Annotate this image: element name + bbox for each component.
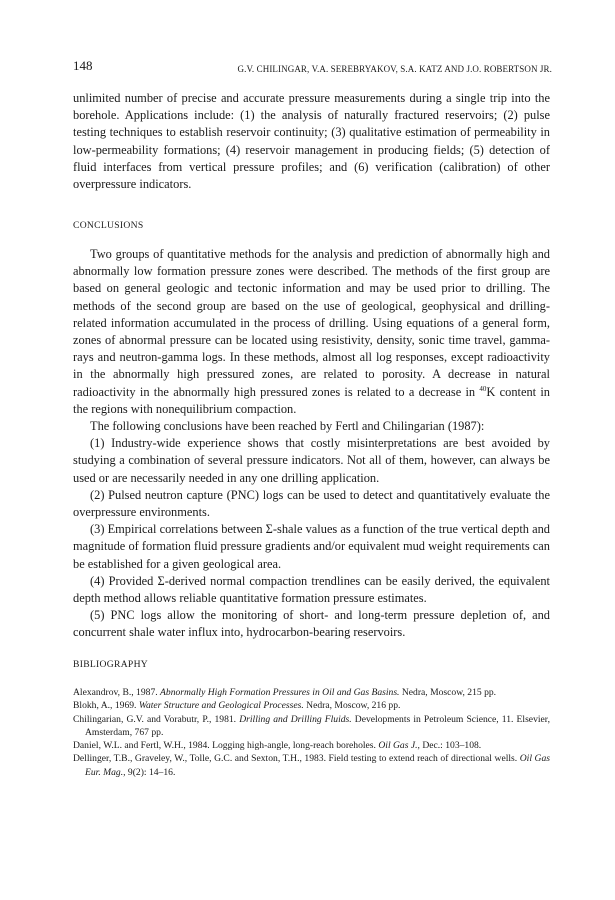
bibliography-heading: BIBLIOGRAPHY	[73, 659, 149, 670]
ref-authors: Daniel, W.L. and Fertl, W.H., 1984. Logging high-angle, long-reach boreholes.	[73, 740, 379, 752]
ref-title: Oil Gas Eur. Mag.,	[85, 753, 550, 778]
isotope-superscript: 40	[479, 384, 487, 393]
conclusions-paragraph: (3) Empirical correlations between Σ-shale values as a function of the true vertical depth and magnitude of formation fluid pressure gradients and/or equivalent mud weight requirements can be established for a given geological area.	[73, 522, 550, 571]
ref-authors: Chilingarian, G.V. and Vorabutr, P., 1981.	[73, 713, 240, 725]
conclusions-heading: CONCLUSIONS	[73, 220, 144, 231]
bibliography-entry	[73, 739, 550, 752]
ref-authors: Dellinger, T.B., Graveley, W., Tolle, G.C. and Sexton, T.H., 1983. Field testing to extend reach of directional wells.	[73, 753, 520, 765]
ref-details: Developments in Petroleum Science, 11. Elsevier, Amsterdam, 767 pp.	[85, 713, 550, 738]
ref-title: Drilling and Drilling Fluids.	[239, 713, 352, 725]
bibliography-list	[73, 686, 550, 779]
bibliography-entry	[73, 686, 550, 699]
paragraph-text: K content in the regions with nonequilibrium compaction.	[73, 384, 550, 416]
ref-title: Oil Gas J.,	[378, 740, 420, 752]
conclusions-paragraph: The following conclusions have been reached by Fertl and Chilingarian (1987):	[90, 419, 485, 434]
conclusions-paragraph: (2) Pulsed neutron capture (PNC) logs can be used to detect and quantitatively evaluate the overpressure environments.	[73, 487, 550, 520]
conclusions-paragraph: (5) PNC logs allow the monitoring of short- and long-term pressure depletion of, and concurrent shale water influx into, hydrocarbon-bearing reservoirs.	[73, 608, 550, 640]
ref-title: Water Structure and Geological Processes.	[138, 700, 304, 712]
intro-paragraph: unlimited number of precise and accurate pressure measurements during a single trip into the borehole. Applications include: (1) the analysis of naturally fractured reservoirs; (2) pulse testing techniques to establish reservoir continuity; (3) qualitative estimation of permeability in low-permeability formations; (4) reservoir management in producing fields; (5) detection of fluid interfaces from vertical pressure profiles; and (6) verification (calibration) of other overpressure indicators.	[73, 91, 550, 192]
page-number: 148	[73, 58, 93, 73]
intro-text	[73, 90, 550, 193]
ref-authors: Blokh, A., 1969.	[73, 700, 139, 712]
ref-details: Dec.: 103–108.	[419, 740, 482, 752]
conclusions-section	[73, 246, 550, 642]
paragraph-text: Two groups of quantitative methods for the analysis and prediction of abnormally high and abnormally low formation pressure zones were described. The methods of the first group are based on general geologic and tectonic information and may be used prior to drilling. The methods of the second group are based on the use of geological, geophysical and drilling-related information accumulated in the process of drilling. Using equations of a general form, zones of abnormal pressure can be located using resistivity, density, sonic time travel, gamma-rays and neutron-gamma logs. In these methods, almost all log responses, except radioactivity in the abnormally high pressured zones, are related to porosity. A decrease in natural radioactivity in the abnormally high pressured zones is related to a decrease in	[73, 247, 550, 399]
bibliography-entry	[73, 699, 550, 712]
ref-title: Abnormally High Formation Pressures in Oil and Gas Basins.	[160, 687, 400, 698]
ref-details: Nedra, Moscow, 215 pp.	[399, 687, 497, 698]
conclusions-paragraph	[73, 246, 550, 418]
conclusions-paragraph: (4) Provided Σ-derived normal compaction trendlines can be easily derived, the equivalent depth method allows reliable quantitative formation pressure estimates.	[73, 573, 550, 606]
ref-details: 9(2): 14–16.	[125, 766, 176, 778]
ref-details: Nedra, Moscow, 216 pp.	[303, 700, 401, 712]
conclusions-paragraph: (1) Industry-wide experience shows that costly misinterpretations are best avoided by studying a combination of several pressure indicators. Not all of them, however, can always be used or are necessarily needed in any one drilling application.	[73, 436, 550, 485]
running-head: G.V. CHILINGAR, V.A. SEREBRYAKOV, S.A. KATZ AND J.O. ROBERTSON JR.	[237, 64, 552, 74]
ref-authors: Alexandrov, B., 1987.	[73, 687, 161, 698]
bibliography-entry	[73, 713, 550, 740]
bibliography-entry	[73, 752, 550, 779]
